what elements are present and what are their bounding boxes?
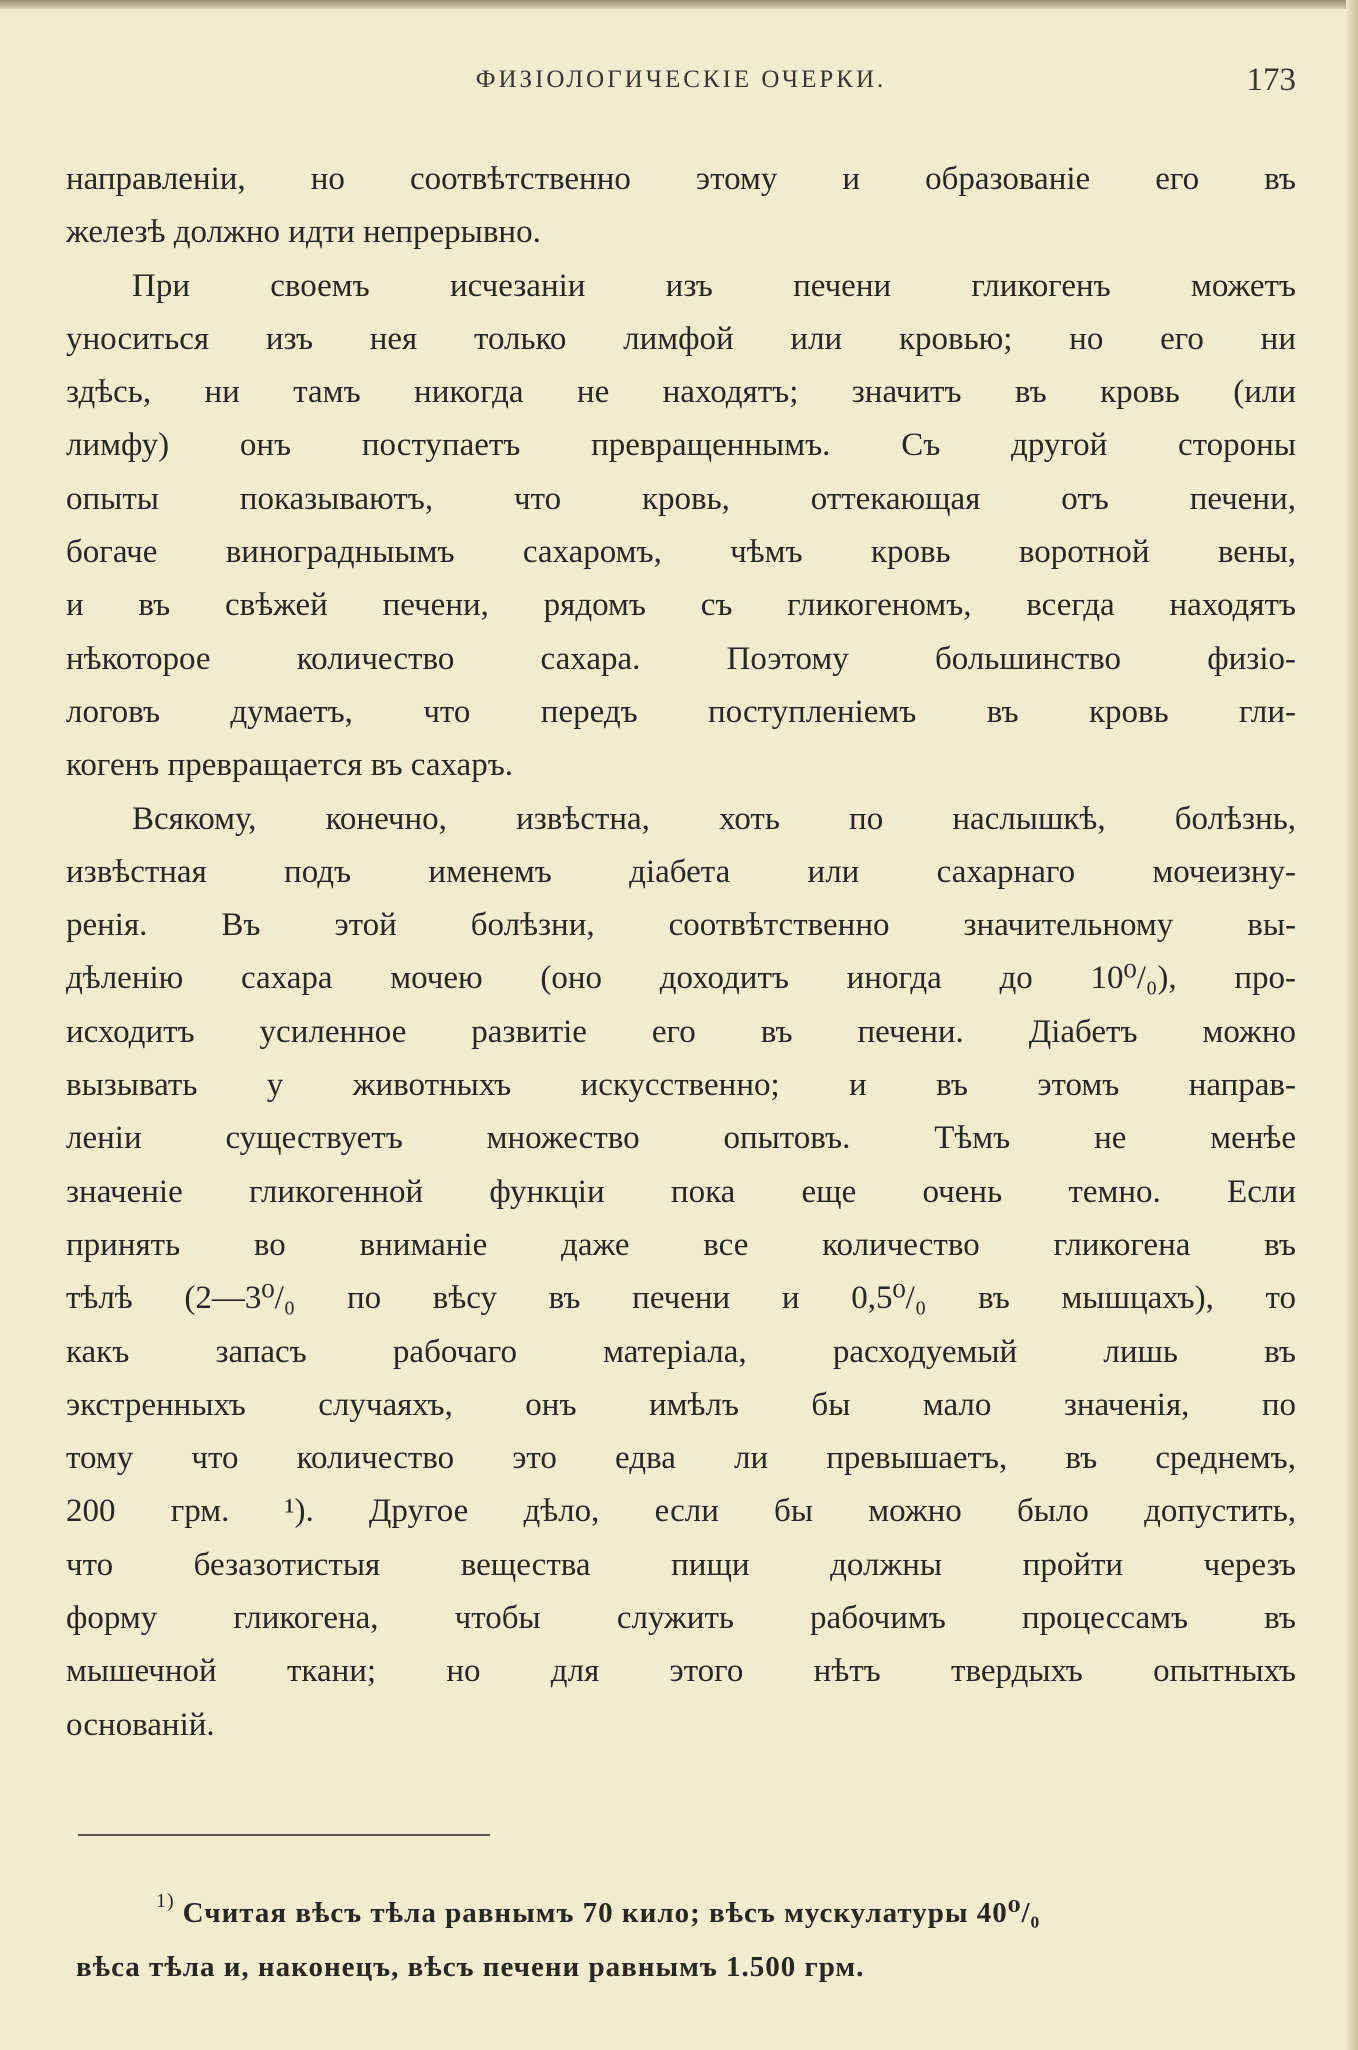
text-line: принять во вниманiе даже все количество гликогена въ	[66, 1226, 1296, 1263]
footnote-rule	[78, 1834, 490, 1836]
text-line: здѣсь, ни тамъ никогда не находятъ; значитъ въ кровь (или	[66, 374, 1296, 411]
footnote-line: вѣса тѣла и, наконецъ, вѣсъ печени равнымъ 1.500 грм.	[76, 1951, 865, 1983]
text-line: направленiи, но соотвѣтственно этому и образованiе его въ	[66, 161, 1296, 197]
text-line: исходитъ усиленное развитiе его въ печени. Дiабетъ можно	[66, 1013, 1296, 1050]
footnote-marker: 1)	[156, 1890, 175, 1912]
text-line: 200 грм. ¹). Другое дѣло, если бы можно было допустить,	[66, 1493, 1296, 1530]
text-line: форму гликогена, чтобы служить рабочимъ процессамъ въ	[66, 1600, 1296, 1637]
text-line: извѣстная подъ именемъ дiабета или сахарнаго мочеизну-	[66, 853, 1296, 890]
text-line: лимфу) онъ поступаетъ превращеннымъ. Съ другой стороны	[66, 427, 1296, 464]
text-line: какъ запасъ рабочаго матерiала, расходуемый лишь въ	[66, 1333, 1296, 1370]
paragraph-start-line: Всякому, конечно, извѣстна, хоть по наслышкѣ, болѣзнь,	[132, 800, 1296, 837]
page-number: 173	[1246, 62, 1296, 98]
text-line: уноситься изъ нея только лимфой или кровью; но его ни	[66, 320, 1296, 357]
text-line: вызывать у животныхъ искусственно; и въ этомъ направ-	[66, 1067, 1296, 1104]
book-page	[66, 0, 1296, 2050]
running-head	[66, 62, 1296, 102]
text-line: дѣленiю сахара мочею (оно доходитъ иногда до 10⁰/₀), про-	[66, 960, 1296, 997]
text-line: железѣ должно идти непрерывно.	[66, 214, 541, 251]
text-line: основанiй.	[66, 1706, 215, 1743]
text-line: значенiе гликогенной функцiи пока еще очень темно. Если	[66, 1173, 1296, 1210]
text-line: тому что количество это едва ли превышаетъ, въ среднемъ,	[66, 1440, 1296, 1477]
text-line: богаче виноградныымъ сахаромъ, чѣмъ кровь воротной вены,	[66, 534, 1296, 571]
footnote-text: Считая вѣсъ тѣла равнымъ 70 кило; вѣсъ мускулатуры 40⁰/₀	[182, 1897, 1041, 1929]
footnote-line	[66, 1886, 1296, 1940]
text-line: ленiи существуетъ множество опытовъ. Тѣмъ не менѣе	[66, 1120, 1296, 1157]
paragraph-start-line: При своемъ исчезанiи изъ печени гликогенъ можетъ	[132, 267, 1296, 304]
body-text	[66, 153, 1296, 1752]
text-line: когенъ превращается въ сахаръ.	[66, 747, 514, 784]
text-line: нѣкоторое количество сахара. Поэтому большинство физiо-	[66, 640, 1296, 677]
text-line: логовъ думаетъ, что передъ поступленiемъ въ кровь гли-	[66, 693, 1296, 730]
running-title: ФИЗIОЛОГИЧЕСКIЕ ОЧЕРКИ.	[475, 66, 887, 93]
footnotes	[66, 1886, 1296, 1994]
text-line: опыты показываютъ, что кровь, оттекающая отъ печени,	[66, 480, 1296, 517]
text-line: экстренныхъ случаяхъ, онъ имѣлъ бы мало значенiя, по	[66, 1386, 1296, 1423]
text-line: и въ свѣжей печени, рядомъ съ гликогеномъ, всегда находятъ	[66, 587, 1296, 624]
text-line: тѣлѣ (2—3⁰/₀ по вѣсу въ печени и 0,5⁰/₀ въ мышцахъ), то	[66, 1280, 1296, 1317]
text-line: что безазотистыя вещества пищи должны пройти черезъ	[66, 1546, 1296, 1583]
text-line: ренiя. Въ этой болѣзни, соотвѣтственно значительному вы-	[66, 907, 1296, 944]
text-line: мышечной ткани; но для этого нѣтъ твердыхъ опытныхъ	[66, 1653, 1296, 1690]
page-right-edge	[1346, 0, 1358, 2050]
